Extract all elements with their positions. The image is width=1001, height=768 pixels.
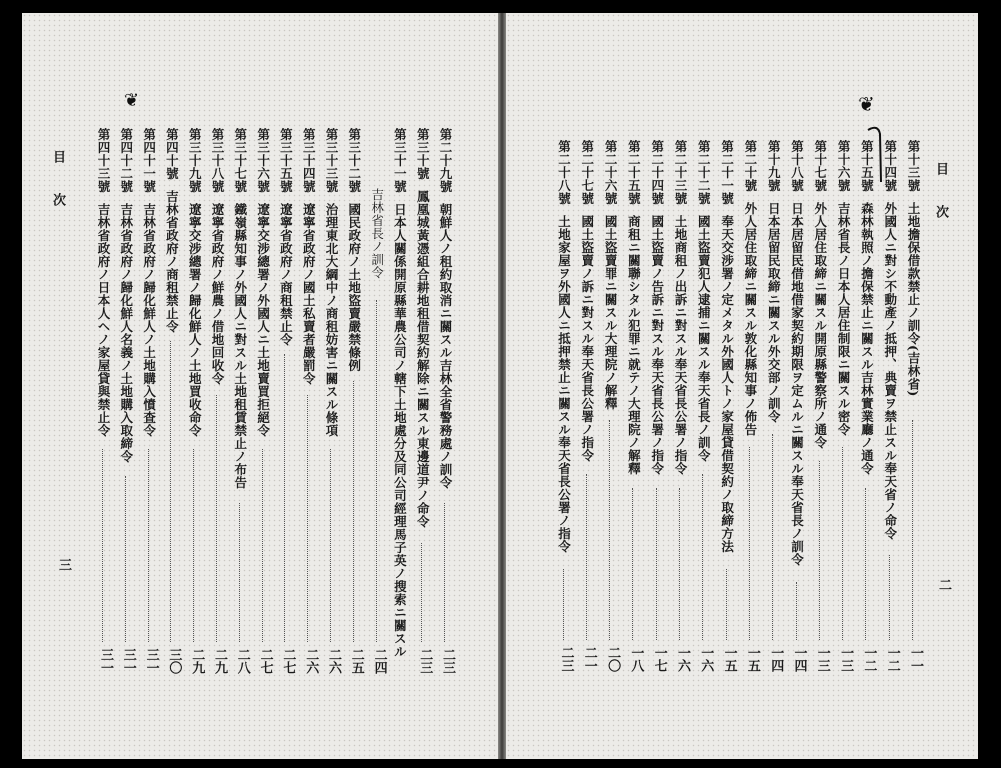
toc-entry-page: 一六 [675,646,690,672]
toc-entry-title: 外國人ニ對シ不動產ノ抵押、典賣ヲ禁止スル奉天省ノ命令 [882,202,898,540]
toc-entry-title: 國民政府ノ土地盜賣嚴禁條例 [346,203,362,372]
toc-entry-title: 吉林省政府ノ日本人ヘノ家屋貸與禁止令 [96,203,111,437]
toc-entry-page: 二七 [257,648,273,674]
toc-entry-number: 第三十一號 [392,128,408,193]
toc-entry-page: 二八 [234,648,250,674]
toc-entry-number: 第十五號 [859,140,875,192]
toc-entry-page: 一二 [884,646,900,672]
toc-entry [254,128,272,437]
toc-entry [140,128,158,437]
toc-entry [345,128,363,372]
toc-entry-title: 吉林省政府ノ歸化鮮人ノ土地購入憤查令 [141,203,157,437]
toc-entry [231,128,249,489]
toc-leader-dots [284,354,289,642]
toc-entry [299,128,317,385]
toc-entry [555,140,573,553]
toc-entry-page: 二九 [189,648,205,674]
toc-entry [624,140,642,475]
toc-entry [904,140,922,397]
toc-entry-title: 國土盜賣犯人逮捕ニ關スル奉天省長ノ訓令 [696,215,712,462]
toc-entry-page: 二七 [280,648,296,674]
toc-leader-dots [702,474,707,640]
toc-entry-title: 治理東北大綱中ノ商租妨害ニ關スル條項 [324,203,339,437]
toc-leader-dots [307,395,312,643]
handwritten-mark-left: ❦ [124,90,140,111]
toc-leader-dots [912,420,917,640]
toc-entry [648,140,666,475]
toc-leader-dots [679,488,684,641]
toc-entry [162,128,180,333]
toc-leader-dots [796,582,801,640]
toc-entry-page: 二四 [371,648,387,674]
toc-leader-dots [239,503,244,643]
toc-entry-page: 一三 [838,646,854,672]
toc-entry-title: 國土盜賣ノ訴ニ對スル奉天省長公署ノ指令 [579,215,595,462]
toc-entry-title: 外人居住取締ニ關スル敦化縣知事ノ佈告 [742,202,758,436]
handwritten-mark-right: ❦ [858,92,875,116]
left-page-header: 目次 [50,150,65,236]
toc-entry-title: 日本居留民借地借家契約期限ヲ定ムルニ關スル奉天省長ノ訓令 [789,202,805,566]
toc-entry-number: 第十四號 [882,140,898,192]
toc-entry-title: 遼寧交涉總署ノ外國人ニ土地賣買拒絕令 [255,203,271,437]
toc-leader-dots [262,449,267,643]
toc-entry-page: 一二 [861,646,877,672]
toc-entry-number: 第三十六號 [255,128,271,193]
toc-leader-dots [170,341,175,643]
toc-entry-page: 一五 [744,646,760,672]
toc-leader-dots [421,543,426,642]
toc-entry-page: 一四 [768,646,784,672]
toc-entry-number: 第三十八號 [210,128,225,193]
toc-entry-page: 二一 [581,646,597,672]
toc-entry-page: 二三 [440,648,455,674]
toc-entry-number: 第二十號 [742,140,758,192]
toc-leader-dots [609,420,614,640]
toc-entry-title: 日本人關係開原縣華農公司ノ轄下土地處分及同公司經理馬子英ノ搜索ニ關スル [392,203,408,658]
toc-entry-page: 一四 [791,646,807,672]
toc-entry-number: 第二十八號 [556,140,572,205]
toc-entry [117,128,135,463]
toc-entry-title-continued: 吉林省長ノ訓令 [369,188,385,279]
toc-leader-dots [148,449,153,643]
toc-leader-dots [444,503,449,643]
toc-entry [741,140,759,436]
toc-entry [718,140,736,553]
toc-entry-number: 第三十九號 [187,128,203,193]
toc-entry-number: 第四十三號 [96,128,111,193]
toc-entry-title: 森林執照ノ擔保禁止ニ關スル吉林實業廳ノ通令 [859,202,875,475]
toc-entry [322,128,340,437]
toc-entry-number: 第十三號 [906,140,921,192]
toc-entry-page: 三一 [143,648,159,674]
toc-leader-dots [353,381,358,642]
book-spine [498,13,506,759]
toc-leader-dots [889,555,894,640]
toc-entry-page: 一六 [698,646,714,672]
toc-entry-page: 三一 [120,648,136,674]
toc-entry-page: 一七 [651,646,667,672]
toc-entry-number: 第十六號 [836,140,852,192]
toc-entry-page: 一三 [814,646,830,672]
toc-entry-number: 第二十九號 [438,128,453,193]
toc-entry-page: 二五 [348,648,364,674]
toc-entry-title: 國土盜賣ノ告訴ニ對スル奉天省長公署ノ指令 [649,215,665,475]
toc-entry-title: 土地商租ノ出訴ニ對スル奉天省長公署ノ指令 [673,215,688,475]
toc-entry-page: 一八 [628,646,644,672]
toc-entry-number: 第四十一號 [141,128,157,193]
toc-entry-page: 三一 [98,648,113,674]
toc-entry-title: 吉林省政府ノ商租禁止令 [164,190,180,333]
toc-leader-dots [632,488,637,641]
toc-leader-dots [125,476,130,643]
toc-entry [671,140,689,475]
toc-entry [601,140,619,410]
toc-entry [857,140,875,475]
toc-leader-dots [772,434,777,641]
toc-entry-number: 第二十五號 [626,140,642,205]
toc-entry [881,140,899,540]
toc-entry [694,140,712,462]
toc-entry-page: 一一 [908,646,923,672]
toc-entry-number: 第三十號 [415,128,431,180]
toc-leader-dots [102,449,107,643]
toc-leader-dots [749,447,754,640]
toc-entry-number: 第三十三號 [324,128,339,193]
toc-entry-number: 第三十五號 [278,128,294,193]
toc-entry [578,140,596,462]
toc-entry [94,128,112,437]
toc-leader-dots [563,569,568,641]
right-page-header: 目次 [933,162,948,248]
toc-entry-number: 第二十七號 [579,140,595,205]
toc-entry-page: 三〇 [166,648,182,674]
toc-entry-number: 第四十二號 [118,128,134,193]
toc-entry [436,128,454,489]
toc-entry-title: 土地擔保借款禁止ノ訓令(吉林省) [906,202,921,397]
toc-leader-dots [376,300,381,642]
toc-entry [764,140,782,423]
toc-leader-dots [726,569,731,641]
toc-entry [276,128,294,346]
toc-entry-page: 二六 [326,648,341,674]
right-page-number: 二 [936,578,951,591]
toc-entry-title: 遼寧省政府ノ商租禁止令 [278,203,294,346]
toc-leader-dots [216,395,221,643]
toc-entry-title: 吉林省長ノ日本人居住制限ニ關スル密令 [836,202,852,436]
toc-entry [834,140,852,436]
toc-entry-number: 第三十二號 [346,128,362,193]
toc-entry-number: 第二十一號 [719,140,735,205]
toc-entry-number: 第十九號 [766,140,782,192]
toc-entry [811,140,829,449]
toc-entry-number: 第二十三號 [673,140,688,205]
toc-entry-page: 二六 [303,648,319,674]
toc-entry-continuation [368,188,386,279]
toc-entry-title: 遼寧省政府ノ國土私賣者嚴罰令 [301,203,317,385]
toc-entry-page: 二九 [212,648,227,674]
toc-leader-dots [330,449,335,643]
toc-entry-title: 商租ニ關聯シタル犯罪ニ就テノ大理院ノ解釋 [626,215,642,475]
toc-entry-title: 鳳凰城黃憑組合耕地租借契約解除ニ關スル東邊道尹ノ命令 [415,190,431,528]
toc-leader-dots [586,474,591,640]
toc-entry-page: 二三 [417,648,433,674]
toc-entry-number: 第十八號 [789,140,805,192]
toc-entry [208,128,226,385]
toc-entry-number: 第二十二號 [696,140,712,205]
toc-entry-number: 第三十四號 [301,128,317,193]
toc-entry-number: 第十七號 [812,140,828,192]
toc-entry-page: 二〇 [605,646,621,672]
toc-entry-title: 土地家屋ヲ外國人ニ抵押禁止ニ關スル奉天省長公署ノ指令 [556,215,572,553]
toc-entry [185,128,203,437]
toc-entry-page: 一五 [721,646,737,672]
toc-entry-number: 第四十號 [164,128,180,180]
toc-entry-title: 日本居留民取締ニ關スル外交部ノ訓令 [766,202,782,423]
toc-entry [390,128,408,658]
toc-entry-title: 國土盜賣罪ニ關スル大理院ノ解釋 [603,215,619,410]
toc-entry-title: 奉天交涉署ノ定メタル外國人トノ家屋貸借契約ノ取締方法 [719,215,735,553]
toc-entry [413,128,431,528]
toc-entry-title: 遼寧交涉總署ノ歸化鮮人ノ土地買收命令 [187,203,203,437]
toc-entry-title: 朝鮮人ノ租約取消ニ關スル吉林全省警務處ノ訓令 [438,203,453,489]
toc-entry-number: 第三十七號 [232,128,248,193]
toc-leader-dots [819,461,824,641]
toc-entry-number: 第二十四號 [649,140,665,205]
toc-leader-dots [842,447,847,640]
toc-entry-page: 二三 [558,646,574,672]
toc-leader-dots [865,488,870,641]
toc-leader-dots [193,449,198,643]
toc-entry-number: 第二十六號 [603,140,619,205]
toc-entry-title: 吉林省政府ノ歸化鮮人名義ノ土地購入取締令 [118,203,134,463]
toc-entry-title: 外人居住取締ニ關スル開原縣警察所ノ通令 [812,202,828,449]
left-page-number: 三 [56,558,71,571]
toc-entry-title: 鐵嶺縣知事ノ外國人ニ對スル土地租賃禁止ノ布告 [232,203,248,489]
toc-entry [788,140,806,566]
toc-leader-dots [656,488,661,641]
toc-entry-title: 遼寧省政府ノ鮮農ノ借地回收令 [210,203,225,385]
